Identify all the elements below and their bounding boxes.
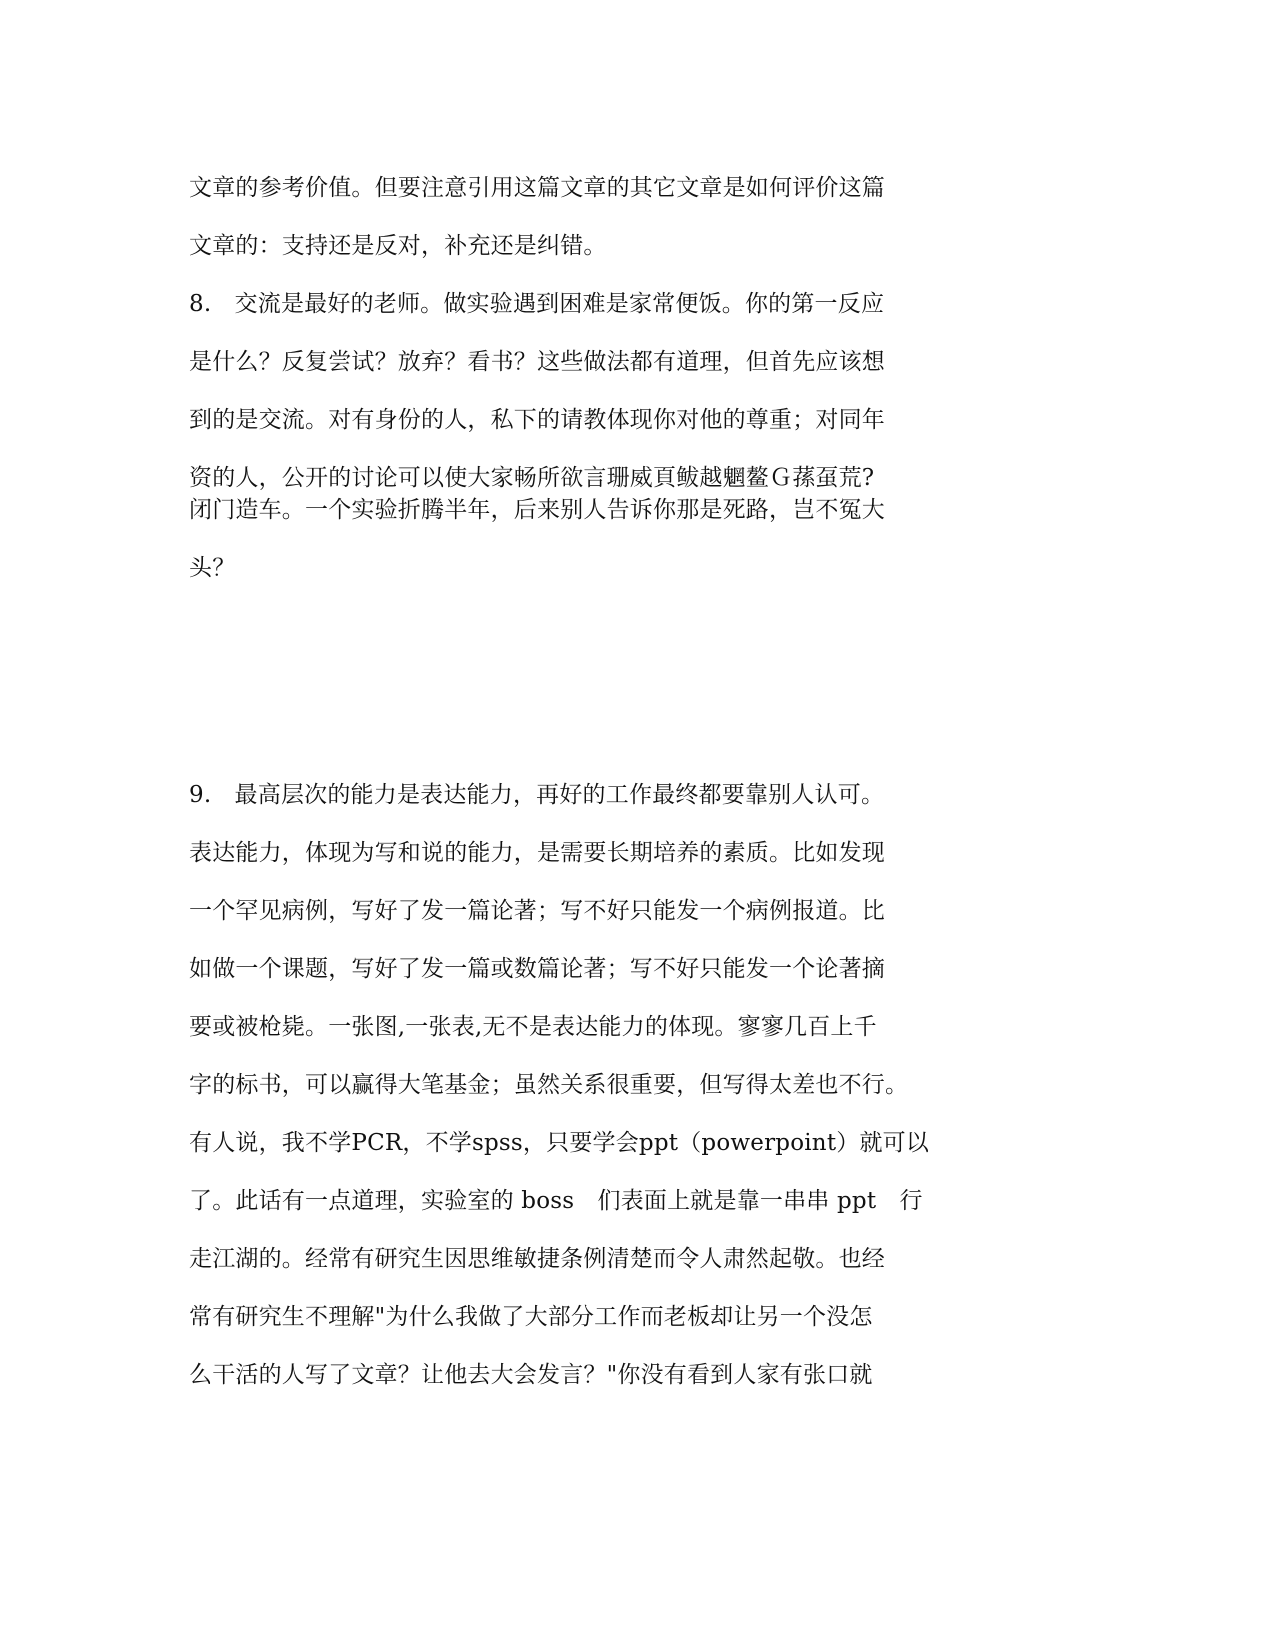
paragraph-line: 8. 交流是最好的老师。做实验遇到困难是家常便饭。你的第一反应 — [189, 291, 885, 317]
paragraph-line: 要或被枪毙。一张图,一张表,无不是表达能力的体现。寥寥几百上千 — [189, 1014, 877, 1040]
paragraph-line: 走江湖的。经常有研究生因思维敏捷条例清楚而令人肃然起敬。也经 — [189, 1246, 885, 1272]
paragraph-line: 么干活的人写了文章？让他去大会发言？"你没有看到人家有张口就 — [189, 1362, 873, 1388]
paragraph-line: 闭门造车。一个实验折腾半年，后来别人告诉你那是死路，岂不冤大 — [189, 497, 885, 523]
paragraph-line: 到的是交流。对有身份的人，私下的请教体现你对他的尊重；对同年 — [189, 407, 885, 433]
paragraph-line: 一个罕见病例，写好了发一篇论著；写不好只能发一个病例报道。比 — [189, 898, 885, 924]
paragraph-line: 9. 最高层次的能力是表达能力，再好的工作最终都要靠别人认可。 — [189, 782, 885, 808]
paragraph-line: 有人说，我不学PCR，不学spss，只要学会ppt（powerpoint）就可以 — [189, 1130, 930, 1156]
paragraph-line: 资的人，公开的讨论可以使大家畅所欲言珊威頁鲅越魍鳌Ｇ蓀虿荒? — [189, 465, 875, 491]
paragraph-line: 字的标书，可以赢得大笔基金；虽然关系很重要，但写得太差也不行。 — [189, 1072, 909, 1098]
paragraph-line: 头？ — [189, 555, 236, 581]
paragraph-line: 是什么？反复尝试？放弃？看书？这些做法都有道理，但首先应该想 — [189, 349, 885, 375]
paragraph-line: 如做一个课题，写好了发一篇或数篇论著；写不好只能发一个论著摘 — [189, 956, 885, 982]
paragraph-line: 表达能力，体现为写和说的能力，是需要长期培养的素质。比如发现 — [189, 840, 885, 866]
paragraph-line: 常有研究生不理解"为什么我做了大部分工作而老板却让另一个没怎 — [189, 1304, 873, 1330]
paragraph-line: 文章的：支持还是反对，补充还是纠错。 — [189, 233, 607, 259]
paragraph-line: 了。此话有一点道理，实验室的 boss 们表面上就是靠一串串 ppt 行 — [189, 1188, 923, 1214]
paragraph-line: 文章的参考价值。但要注意引用这篇文章的其它文章是如何评价这篇 — [189, 175, 885, 201]
